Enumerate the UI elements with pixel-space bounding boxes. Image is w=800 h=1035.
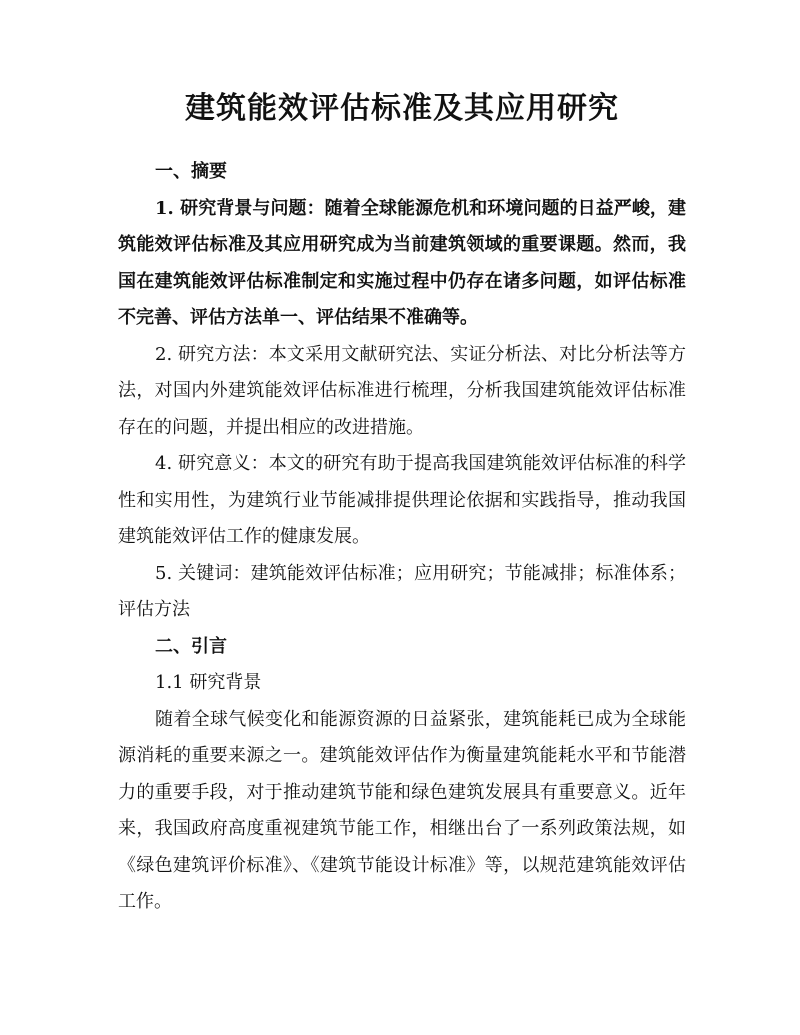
section-heading-introduction: 二、引言 bbox=[155, 635, 227, 657]
abstract-item-method: 2. 研究方法：本文采用文献研究法、实证分析法、对比分析法等方法，对国内外建筑能效评估标准进行梳理，分析我国建筑能效评估标准存在的问题，并提出相应的改进措施。 bbox=[118, 343, 686, 438]
abstract-item-keywords: 5. 关键词：建筑能效评估标准；应用研究；节能减排；标准体系；评估方法 bbox=[118, 562, 686, 620]
introduction-paragraph: 随着全球气候变化和能源资源的日益紧张，建筑能耗已成为全球能源消耗的重要来源之一。建筑能效评估作为衡量建筑能耗水平和节能潜力的重要手段，对于推动建筑节能和绿色建筑发展具有重要意义。近年来，我国政府高度重视建筑节能工作，相继出台了一系列政策法规，如《绿色建筑评价标准》、《建筑节能设计标准》等，以规范建筑能效评估工作。 bbox=[118, 708, 686, 912]
document-page bbox=[118, 88, 686, 921]
section-heading-abstract: 一、摘要 bbox=[155, 161, 227, 182]
document-title: 建筑能效评估标准及其应用研究 bbox=[185, 91, 619, 126]
subsection-heading-background: 1.1 研究背景 bbox=[155, 672, 262, 693]
abstract-item-background: 1. 研究背景与问题：随着全球能源危机和环境问题的日益严峻，建筑能效评估标准及其应用研究成为当前建筑领域的重要课题。然而，我国在建筑能效评估标准制定和实施过程中仍存在诸多问题，如评估标准不完善、评估方法单一、评估结果不准确等。 bbox=[118, 197, 686, 328]
abstract-item-significance: 4. 研究意义：本文的研究有助于提高我国建筑能效评估标准的科学性和实用性，为建筑行业节能减排提供理论依据和实践指导，推动我国建筑能效评估工作的健康发展。 bbox=[118, 453, 686, 547]
